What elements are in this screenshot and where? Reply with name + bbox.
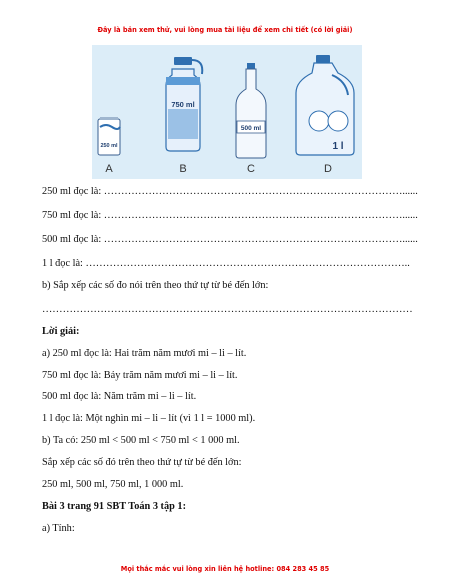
solution-a-750: 750 ml đọc là: Bảy trăm năm mươi mi – li – lít. xyxy=(42,370,238,381)
solution-heading: Lời giải: xyxy=(42,326,80,337)
can-icon xyxy=(98,117,120,155)
solution-b-instruction: Sắp xếp các số đó trên theo thứ tự từ bé đến lớn: xyxy=(42,457,242,468)
solution-a-500: 500 ml đọc là: Năm trăm mi – li – lít. xyxy=(42,391,197,402)
exercise-part-b: b) Sắp xếp các số đo nói trên theo thứ tự từ bé đến lớn: xyxy=(42,280,269,291)
bottle-tag: 750 ml xyxy=(171,100,195,109)
solution-b-compare: b) Ta có: 250 ml < 500 ml < 750 ml < 1 000 ml. xyxy=(42,435,240,446)
jug-tag: 1 l xyxy=(332,141,344,152)
containers-illustration xyxy=(92,45,362,179)
label-c: C xyxy=(247,163,255,175)
exercise-line-250: 250 ml đọc là: ……………………………………………………………………………...... xyxy=(42,186,418,197)
solution-a-1l: 1 l đọc là: Một nghìn mi – li – lít (vì 1 l = 1000 ml). xyxy=(42,413,256,424)
containers-figure xyxy=(92,45,362,179)
preview-banner: Đây là bản xem thử, vui lòng mua tài liệu để xem chi tiết (có lời giải) xyxy=(97,26,353,34)
label-d: D xyxy=(324,163,332,175)
solution-a-250: a) 250 ml đọc là: Hai trăm năm mươi mi – li – lít. xyxy=(42,348,247,359)
glass-bottle-icon xyxy=(236,63,266,158)
exercise-line-1l: 1 l đọc là: ………………………………………………………………………………….. xyxy=(42,258,410,269)
can-tag: 250 ml xyxy=(100,143,118,149)
exercise-line-750: 750 ml đọc là: ……………………………………………………………………………...... xyxy=(42,210,418,221)
hotline-banner: Mọi thắc mắc vui lòng xin liên hệ hotline: 084 283 45 85 xyxy=(120,565,330,573)
jug-icon xyxy=(296,55,354,155)
exercise-line-500: 500 ml đọc là: ……………………………………………………………………………...... xyxy=(42,234,418,245)
water-bottle-icon xyxy=(166,57,202,151)
exercise-3-heading: Bài 3 trang 91 SBT Toán 3 tập 1: xyxy=(42,501,187,512)
label-a: A xyxy=(105,163,113,175)
solution-b-answer: 250 ml, 500 ml, 750 ml, 1 000 ml. xyxy=(42,479,184,490)
exercise-3-a: a) Tính: xyxy=(42,523,75,534)
label-b: B xyxy=(179,163,187,175)
exercise-answer-line: ……………………………………………………………………………………………… xyxy=(42,304,413,315)
glass-bottle-tag: 500 ml xyxy=(240,125,262,132)
